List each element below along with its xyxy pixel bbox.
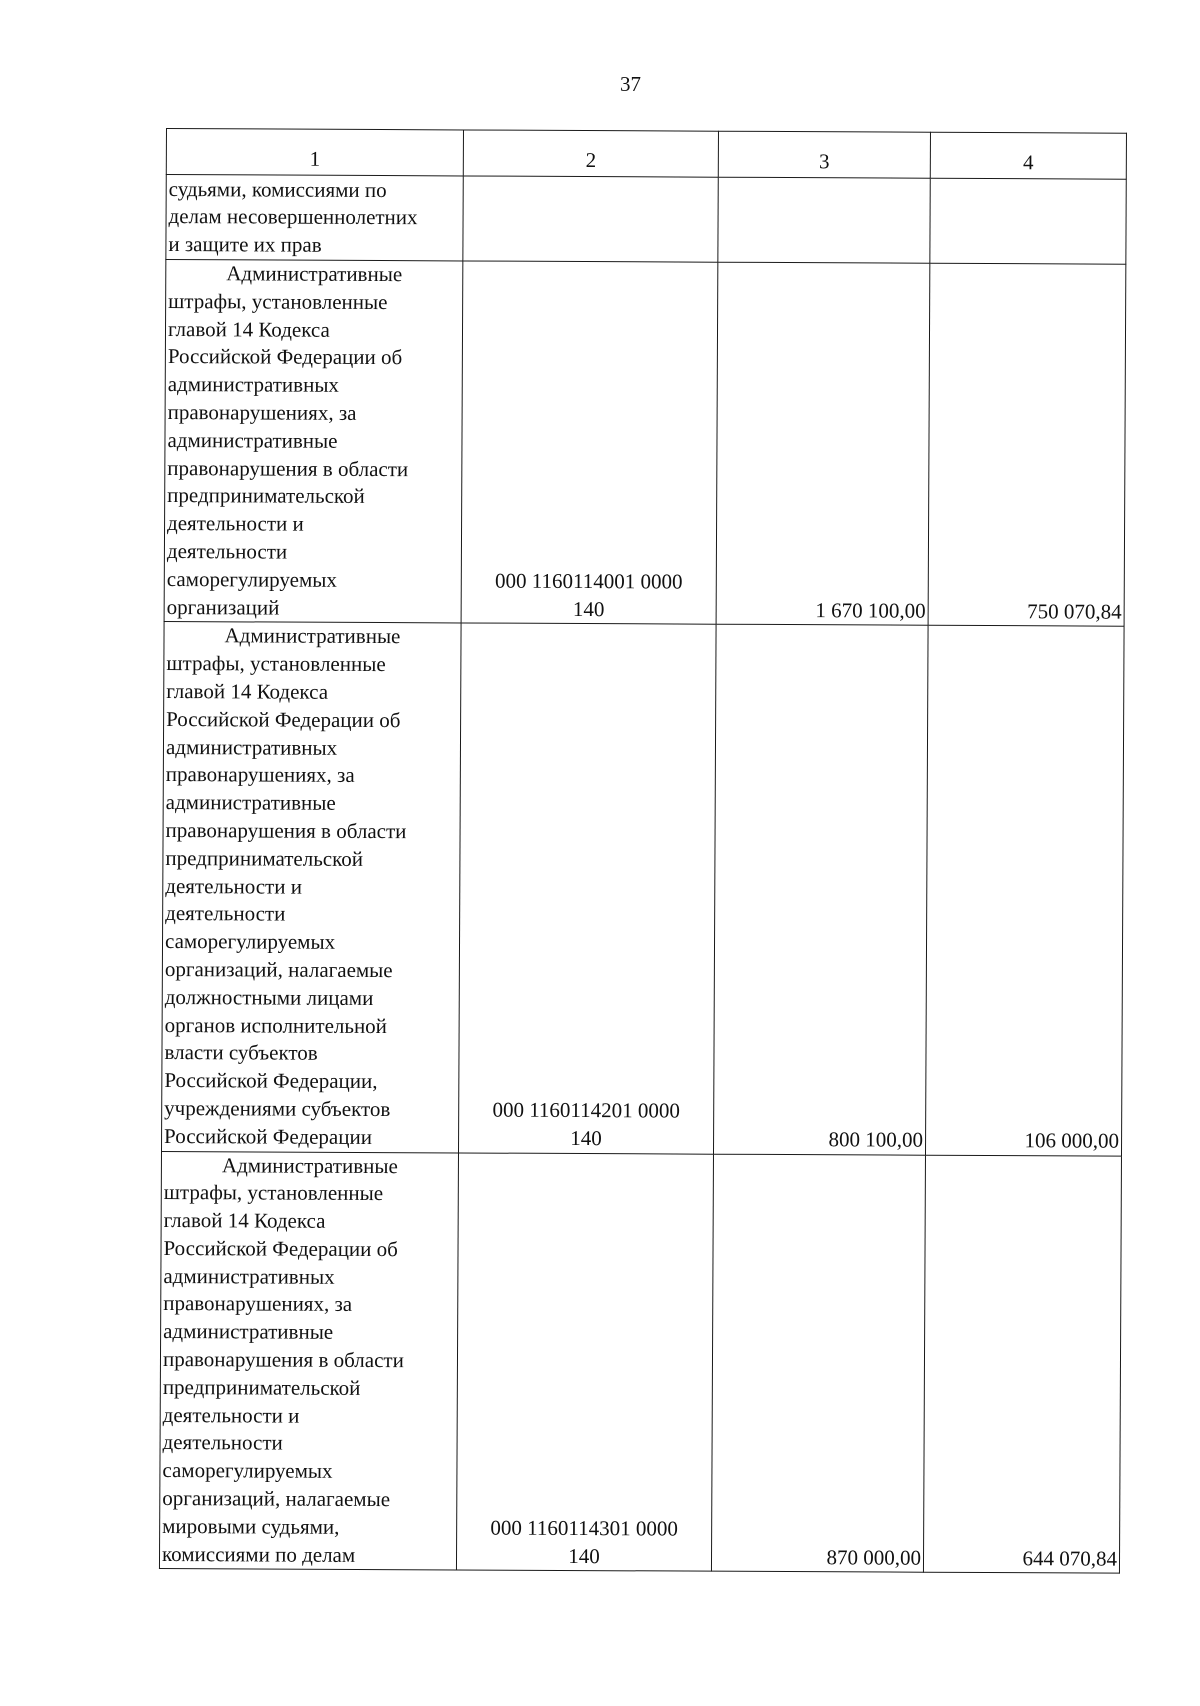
description-line: Российской Федерации [164, 1123, 373, 1149]
row-description [162, 622, 462, 1153]
description-line: власти субъектов [164, 1040, 318, 1066]
description-line: делам несовершеннолетних [168, 204, 418, 230]
row-amount-actual: 750 070,84 [928, 263, 1126, 626]
description-line: Российской Федерации об [167, 344, 403, 370]
description-line: главой 14 Кодекса [163, 1208, 326, 1233]
column-header-4: 4 [930, 132, 1126, 179]
description-line: и защите их прав [168, 232, 322, 257]
description-line: правонарушениях, за [167, 399, 357, 425]
description-line: Российской Федерации об [166, 706, 401, 732]
description-line: штрафы, установленные [168, 288, 388, 314]
description-line: саморегулируемых [162, 1458, 333, 1484]
row-amount-plan: 870 000,00 [711, 1154, 925, 1573]
code-line: 000 1160114201 0000 [492, 1097, 680, 1123]
description-line: правонарушения в области [162, 1347, 404, 1373]
description-line: правонарушениях, за [163, 1291, 353, 1317]
description-line: комиссиями по делам [161, 1541, 356, 1567]
description-line: административные [165, 790, 336, 815]
description-line: Российской Федерации об [163, 1235, 398, 1262]
row-code [461, 261, 718, 625]
code-line: 140 [568, 1543, 600, 1568]
description-line: предпринимательской [165, 845, 364, 871]
description-line: штрафы, установленные [166, 651, 386, 677]
description-line: главой 14 Кодекса [167, 316, 330, 342]
description-line: деятельности и [167, 511, 304, 536]
row-amount-actual [930, 178, 1126, 264]
description-line: административные [163, 1319, 334, 1345]
description-line: административных [163, 1263, 335, 1289]
row-amount-plan: 1 670 100,00 [716, 262, 930, 625]
row-amount-actual: 106 000,00 [925, 626, 1124, 1156]
column-header-2: 2 [463, 130, 718, 177]
description-line: мировыми судьями, [162, 1513, 340, 1539]
description-line: главой 14 Кодекса [166, 678, 329, 704]
description-line: правонарушения в области [167, 455, 409, 481]
description-line: организаций [166, 594, 280, 620]
table-row [159, 1151, 1121, 1574]
code-line: 000 1160114001 0000 [495, 568, 683, 594]
row-amount-plan [718, 177, 930, 263]
description-line: судьями, комиссиями по [168, 176, 387, 202]
description-line: организаций, налагаемые [162, 1486, 391, 1512]
page-number: 37 [620, 72, 641, 96]
description-line: Административные [226, 261, 403, 287]
row-code [458, 623, 716, 1153]
column-header-1: 1 [166, 129, 463, 176]
row-amount-plan: 800 100,00 [713, 625, 928, 1155]
description-line: штрафы, установленные [163, 1180, 384, 1206]
description-line: должностными лицами [164, 984, 374, 1010]
budget-table [159, 128, 1127, 1574]
description-line: органов исполнительной [164, 1012, 388, 1038]
description-line: деятельности [162, 1430, 283, 1456]
table-row [166, 175, 1126, 265]
description-line: правонарушениях, за [165, 762, 355, 788]
column-header-3: 3 [718, 131, 930, 178]
description-line: саморегулируемых [164, 929, 336, 954]
code-line: 140 [572, 596, 605, 621]
table-row [164, 260, 1126, 627]
description-line: деятельности [165, 901, 286, 926]
description-line: административных [165, 734, 338, 760]
description-line: саморегулируемых [166, 566, 337, 592]
row-code [463, 176, 718, 262]
description-line: предпринимательской [162, 1374, 361, 1400]
description-line: организаций, налагаемые [164, 956, 393, 983]
description-line: учреждениями субъектов [164, 1095, 391, 1122]
description-line: предпринимательской [167, 483, 365, 509]
row-description [166, 175, 463, 261]
document-sheet [159, 128, 1126, 1574]
description-line: деятельности и [162, 1402, 300, 1428]
code-line: 000 1160114301 0000 [490, 1515, 678, 1541]
code-line: 140 [570, 1125, 602, 1150]
description-line: Административные [224, 623, 401, 649]
description-line: правонарушения в области [165, 817, 407, 844]
description-line: административных [167, 372, 340, 398]
table-row [162, 622, 1125, 1156]
row-amount-actual: 644 070,84 [923, 1155, 1121, 1574]
row-description [164, 260, 463, 624]
description-line: деятельности и [165, 873, 303, 899]
row-description [159, 1151, 458, 1570]
row-code [456, 1152, 713, 1571]
description-line: Российской Федерации, [164, 1068, 378, 1094]
description-line: Административные [221, 1152, 398, 1178]
description-line: административные [167, 427, 338, 453]
description-line: деятельности [166, 538, 288, 564]
column-number-header-row [166, 129, 1126, 180]
